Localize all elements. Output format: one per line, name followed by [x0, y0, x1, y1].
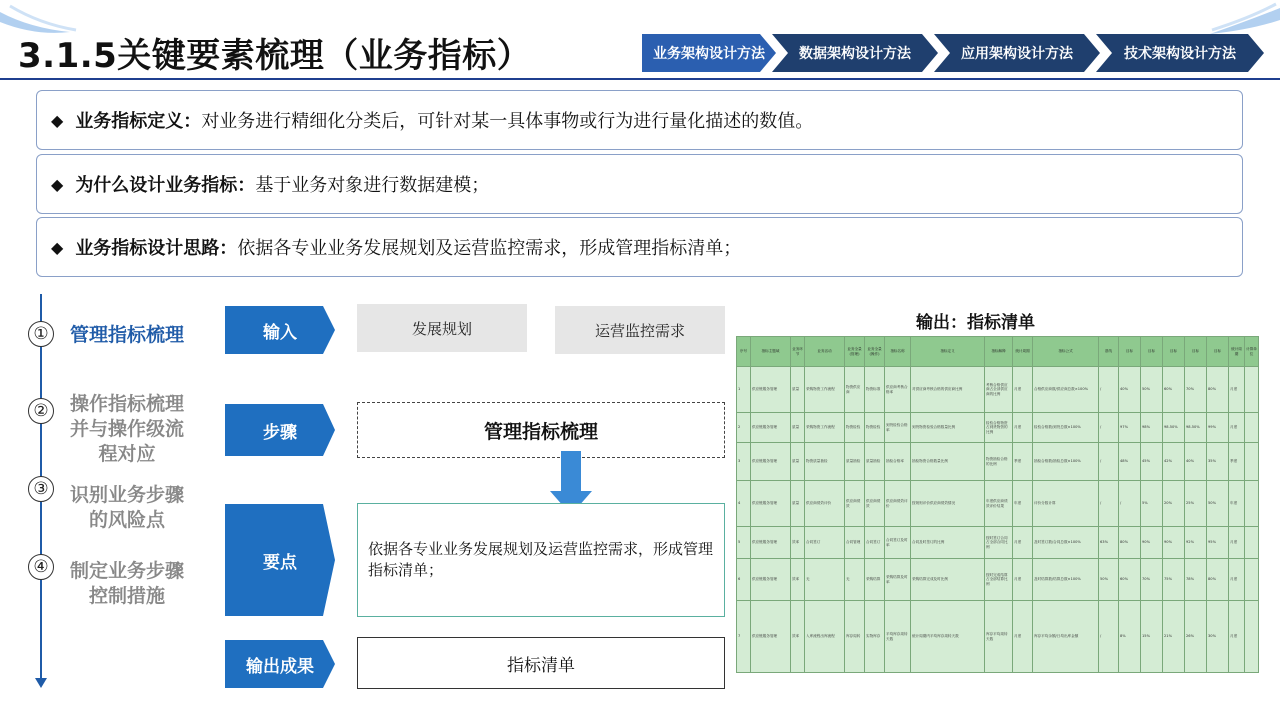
table-cell: 季度: [1229, 443, 1245, 481]
table-cell: 2: [737, 413, 751, 443]
table-cell: 75%: [1163, 559, 1185, 601]
definition-key: 业务指标定义：: [75, 111, 202, 132]
table-cell: 物资质量抽检: [805, 443, 845, 481]
table-header-cell: 目标: [1119, 337, 1141, 367]
table-header-cell: 目标: [1185, 337, 1207, 367]
diamond-bullet-icon: ◆: [51, 110, 64, 130]
table-header-cell: 统计周期: [1229, 337, 1245, 367]
table-row: [737, 559, 1259, 601]
indicator-table: [736, 336, 1259, 673]
table-cell: 50%: [1099, 559, 1119, 601]
table-cell: 库存平均余额/日均出库金额: [1033, 601, 1099, 673]
definition-value: 对业务进行精细化分类后，可针对某一具体事物或行为进行量化描述的数值。: [201, 111, 814, 132]
table-cell: 评价分数计算: [1033, 481, 1099, 527]
table-header-cell: 业务活动: [805, 337, 845, 367]
table-cell: 供应商绩效: [845, 481, 865, 527]
table-cell: 质量: [791, 481, 805, 527]
definition-key: 业务指标设计思路：: [75, 238, 238, 259]
table-cell: 90%: [1141, 527, 1163, 559]
table-cell: 物资检验: [865, 413, 885, 443]
table-cell: 月度: [1229, 559, 1245, 601]
table-row: [737, 443, 1259, 481]
table-cell: 90%: [1163, 527, 1185, 559]
table-cell: 质量抽检: [845, 443, 865, 481]
table-row: [737, 413, 1259, 443]
table-cell: 3: [737, 443, 751, 481]
step-label-operation-indicator[interactable]: 操作指标梳理并与操作级流程对应: [70, 393, 185, 465]
table-cell: 对供应商考核合格的供应商比例: [911, 367, 985, 413]
table-header-cell: 业务全量(操作): [865, 337, 885, 367]
points-value-box: [357, 503, 725, 617]
table-cell: 60%: [1119, 559, 1141, 601]
table-cell: 供应链服务管理: [751, 481, 791, 527]
table-cell: 70%: [1141, 559, 1163, 601]
table-header-cell: 指标主题域: [751, 337, 791, 367]
nav-tab-application[interactable]: [934, 34, 1100, 72]
points-tag: [225, 504, 335, 616]
table-cell: 月度: [1229, 413, 1245, 443]
table-cell: 45%: [1141, 443, 1163, 481]
table-cell: 采购结算及时率: [885, 559, 911, 601]
table-cell: 年度: [1229, 481, 1245, 527]
table-cell: 供应链服务管理: [751, 443, 791, 481]
table-cell: 供应链服务管理: [751, 413, 791, 443]
step-tag: [225, 404, 335, 456]
step-label-control-measures[interactable]: 制定业务步骤控制措施: [70, 560, 185, 607]
step-label-risk-points[interactable]: 识别业务步骤的风险点: [70, 484, 185, 531]
definition-box: [36, 90, 1243, 150]
table-header-cell: 目标: [1141, 337, 1163, 367]
table-cell: 采购结算: [865, 559, 885, 601]
table-cell: 15%: [1141, 601, 1163, 673]
table-cell: 80%: [1207, 367, 1229, 413]
table-cell: 供应商绩效评价: [805, 481, 845, 527]
table-cell: 40%: [1185, 443, 1207, 481]
table-cell: 采购物资工作流程: [805, 367, 845, 413]
step-label-management-indicator[interactable]: 管理指标梳理: [70, 324, 185, 346]
table-cell: 月度: [1013, 367, 1033, 413]
table-cell: 统计周期内平均库存周转天数: [911, 601, 985, 673]
diamond-bullet-icon: ◆: [51, 237, 64, 257]
table-cell: 效率: [791, 601, 805, 673]
table-cell: 60%: [1163, 367, 1185, 413]
table-cell: 及时结算数/结算总数×100%: [1033, 559, 1099, 601]
table-cell: 20%: [1163, 481, 1185, 527]
table-cell: 合格供应商数/供应商总数×100%: [1033, 367, 1099, 413]
table-cell: 48%: [1119, 443, 1141, 481]
table-cell: 无: [845, 559, 865, 601]
table-cell: 供应链服务管理: [751, 367, 791, 413]
table-cell: 物资供应商: [845, 367, 865, 413]
table-cell: 物资检验: [845, 413, 865, 443]
table-cell: 物资抽检合格的比例: [985, 443, 1013, 481]
table-cell: /: [1099, 481, 1119, 527]
table-cell: /: [1099, 601, 1119, 673]
table-cell: 40%: [1119, 367, 1141, 413]
definition-key: 为什么设计业务指标：: [75, 175, 256, 196]
table-cell: 考核合格供应商占全部供应商的比例: [985, 367, 1013, 413]
nav-tab-technology[interactable]: [1096, 34, 1264, 72]
table-cell: 季度: [1013, 443, 1033, 481]
indicator-table-body: [737, 367, 1259, 673]
table-cell: /: [1099, 367, 1119, 413]
table-cell: 月度: [1229, 601, 1245, 673]
table-cell: 采购物资工作流程: [805, 413, 845, 443]
input-development-plan: 发展规划: [357, 304, 527, 352]
table-header-cell: 业务全量(管理): [845, 337, 865, 367]
nav-tab-business[interactable]: [642, 34, 776, 72]
table-cell: 实物库存: [865, 601, 885, 673]
output-tag: [225, 640, 335, 688]
table-header-cell: 基线: [1099, 337, 1119, 367]
nav-tab-label: 技术架构设计方法: [1124, 46, 1236, 62]
table-cell: 效率: [791, 527, 805, 559]
table-header-cell: 目标: [1163, 337, 1185, 367]
table-cell: [1245, 559, 1259, 601]
step-number: ④: [28, 554, 54, 580]
table-cell: 21%: [1163, 601, 1185, 673]
table-cell: 98%: [1141, 413, 1163, 443]
nav-tab-label: 业务架构设计方法: [653, 46, 765, 62]
table-cell: 26%: [1185, 601, 1207, 673]
table-cell: 78%: [1185, 559, 1207, 601]
table-cell: 合同及时签订的比例: [911, 527, 985, 559]
table-cell: 效率: [791, 559, 805, 601]
input-tag: [225, 306, 335, 354]
table-header-cell: 指标公式: [1033, 337, 1099, 367]
table-cell: 合同签订及时率: [885, 527, 911, 559]
header-divider: [0, 78, 1280, 80]
table-cell: 月度: [1229, 527, 1245, 559]
table-cell: 库存周转: [845, 601, 865, 673]
step-number: ②: [28, 398, 54, 424]
table-row: [737, 527, 1259, 559]
step-number: ①: [28, 321, 54, 347]
table-row: [737, 367, 1259, 413]
table-cell: 97%: [1119, 413, 1141, 443]
table-cell: 50%: [1207, 481, 1229, 527]
step-value-box: [357, 402, 725, 458]
output-tag-label: 输出成果: [246, 656, 314, 677]
table-row: [737, 601, 1259, 673]
nav-tab-label: 数据架构设计方法: [799, 46, 911, 62]
table-cell: 质量: [791, 367, 805, 413]
timeline-arrow-down-icon: [35, 678, 47, 688]
table-cell: 合同管理: [845, 527, 865, 559]
table-cell: 质量: [791, 413, 805, 443]
indicator-table-image: [736, 336, 1257, 686]
table-cell: 供应商考核合格率: [885, 367, 911, 413]
table-cell: 质量抽检: [865, 443, 885, 481]
table-cell: [1245, 413, 1259, 443]
table-cell: 月度: [1013, 601, 1033, 673]
table-cell: 70%: [1185, 367, 1207, 413]
definition-value: 基于业务对象进行数据建模；: [255, 175, 490, 196]
table-cell: 92%: [1185, 527, 1207, 559]
output-table-title: 输出：指标清单: [916, 313, 1035, 333]
table-cell: 按规则评价供应商绩效情况: [911, 481, 985, 527]
table-cell: [1245, 443, 1259, 481]
table-cell: /: [1119, 481, 1141, 527]
table-cell: 5: [737, 527, 751, 559]
points-value: 依据各专业业务发展规划及运营监控需求，形成管理指标清单；: [368, 540, 714, 579]
table-cell: 4: [737, 481, 751, 527]
table-cell: 年度: [1013, 481, 1033, 527]
table-cell: 月度: [1013, 413, 1033, 443]
input-tag-label: 输入: [263, 322, 297, 343]
diamond-bullet-icon: ◆: [51, 174, 64, 194]
step-tag-label: 步骤: [263, 422, 297, 443]
table-cell: 80%: [1207, 559, 1229, 601]
table-header-cell: 目标: [1207, 337, 1229, 367]
table-cell: 抽检物资合格数量比例: [911, 443, 985, 481]
table-cell: 物资标准: [865, 367, 885, 413]
table-cell: 供应商绩效: [865, 481, 885, 527]
table-cell: [1245, 601, 1259, 673]
nav-tab-data[interactable]: [772, 34, 938, 72]
definition-value: 依据各专业业务发展规划及运营监控需求，形成管理指标清单；: [237, 238, 742, 259]
method-nav: [642, 34, 1260, 72]
table-cell: 合同签订: [805, 527, 845, 559]
table-cell: 30%: [1207, 601, 1229, 673]
table-cell: [1245, 367, 1259, 413]
table-cell: 合同签订: [865, 527, 885, 559]
table-cell: 供应链服务管理: [751, 601, 791, 673]
table-cell: 供应链服务管理: [751, 559, 791, 601]
table-cell: 检验合格数/到货总数×100%: [1033, 413, 1099, 443]
table-cell: 80%: [1119, 527, 1141, 559]
table-cell: 到货物资检验合格数量比例: [911, 413, 985, 443]
table-cell: 25%: [1185, 481, 1207, 527]
table-cell: 及时签订数/合同总数×100%: [1033, 527, 1099, 559]
table-header-cell: 业务环节: [791, 337, 805, 367]
step-number: ③: [28, 476, 54, 502]
nav-tab-label: 应用架构设计方法: [961, 46, 1073, 62]
page-title: 3.1.5关键要素梳理（业务指标）: [18, 36, 532, 76]
table-cell: 35%: [1207, 443, 1229, 481]
table-cell: 年度供应商绩效评价结果: [985, 481, 1013, 527]
table-header-cell: 计算单位: [1245, 337, 1259, 367]
table-cell: [1245, 481, 1259, 527]
table-header-cell: 指标定义: [911, 337, 985, 367]
table-cell: 检验合格物资占到货物资的比例: [985, 413, 1013, 443]
table-header-cell: 统计周期: [1013, 337, 1033, 367]
table-cell: 入库流程出库流程: [805, 601, 845, 673]
table-cell: 月度: [1229, 367, 1245, 413]
table-cell: 98.50%: [1185, 413, 1207, 443]
step-value: 管理指标梳理: [483, 420, 598, 443]
table-cell: 99%: [1207, 413, 1229, 443]
output-value: 指标清单: [507, 655, 575, 676]
table-header-cell: 序号: [737, 337, 751, 367]
table-cell: 8%: [1119, 601, 1141, 673]
table-cell: 98.50%: [1163, 413, 1185, 443]
table-cell: 采购结算完成及时比例: [911, 559, 985, 601]
input-operation-monitoring: 运营监控需求: [555, 306, 725, 354]
table-header-cell: 指标解释: [985, 337, 1013, 367]
table-cell: 月度: [1013, 559, 1033, 601]
table-cell: 50%: [1141, 367, 1163, 413]
table-cell: 7: [737, 601, 751, 673]
table-cell: 抽检合格数/抽检总数×100%: [1033, 443, 1099, 481]
table-cell: /: [1099, 413, 1119, 443]
table-cell: 按时完成结算占全部结算比例: [985, 559, 1013, 601]
table-cell: 1: [737, 367, 751, 413]
table-header-cell: 指标名称: [885, 337, 911, 367]
table-cell: 平均库存周转天数: [885, 601, 911, 673]
table-cell: 供应链服务管理: [751, 527, 791, 559]
table-cell: 63%: [1099, 527, 1119, 559]
why-design-box: [36, 154, 1243, 214]
table-cell: 无: [805, 559, 845, 601]
table-cell: [1245, 527, 1259, 559]
design-approach-box: [36, 217, 1243, 277]
table-cell: /: [1099, 443, 1119, 481]
table-cell: 42%: [1163, 443, 1185, 481]
table-row: [737, 481, 1259, 527]
output-value-box: [357, 637, 725, 689]
table-cell: 5%: [1141, 481, 1163, 527]
table-cell: 到货检验合格率: [885, 413, 911, 443]
table-cell: 质量: [791, 443, 805, 481]
table-cell: 6: [737, 559, 751, 601]
table-cell: 库存平均周转天数: [985, 601, 1013, 673]
indicator-table-head: [737, 337, 1259, 367]
table-cell: 月度: [1013, 527, 1033, 559]
points-tag-label: 要点: [263, 552, 297, 573]
table-cell: 按时签订合同占全部合同比例: [985, 527, 1013, 559]
table-cell: 抽检合格率: [885, 443, 911, 481]
table-cell: 供应商绩效评价: [885, 481, 911, 527]
table-cell: 95%: [1207, 527, 1229, 559]
